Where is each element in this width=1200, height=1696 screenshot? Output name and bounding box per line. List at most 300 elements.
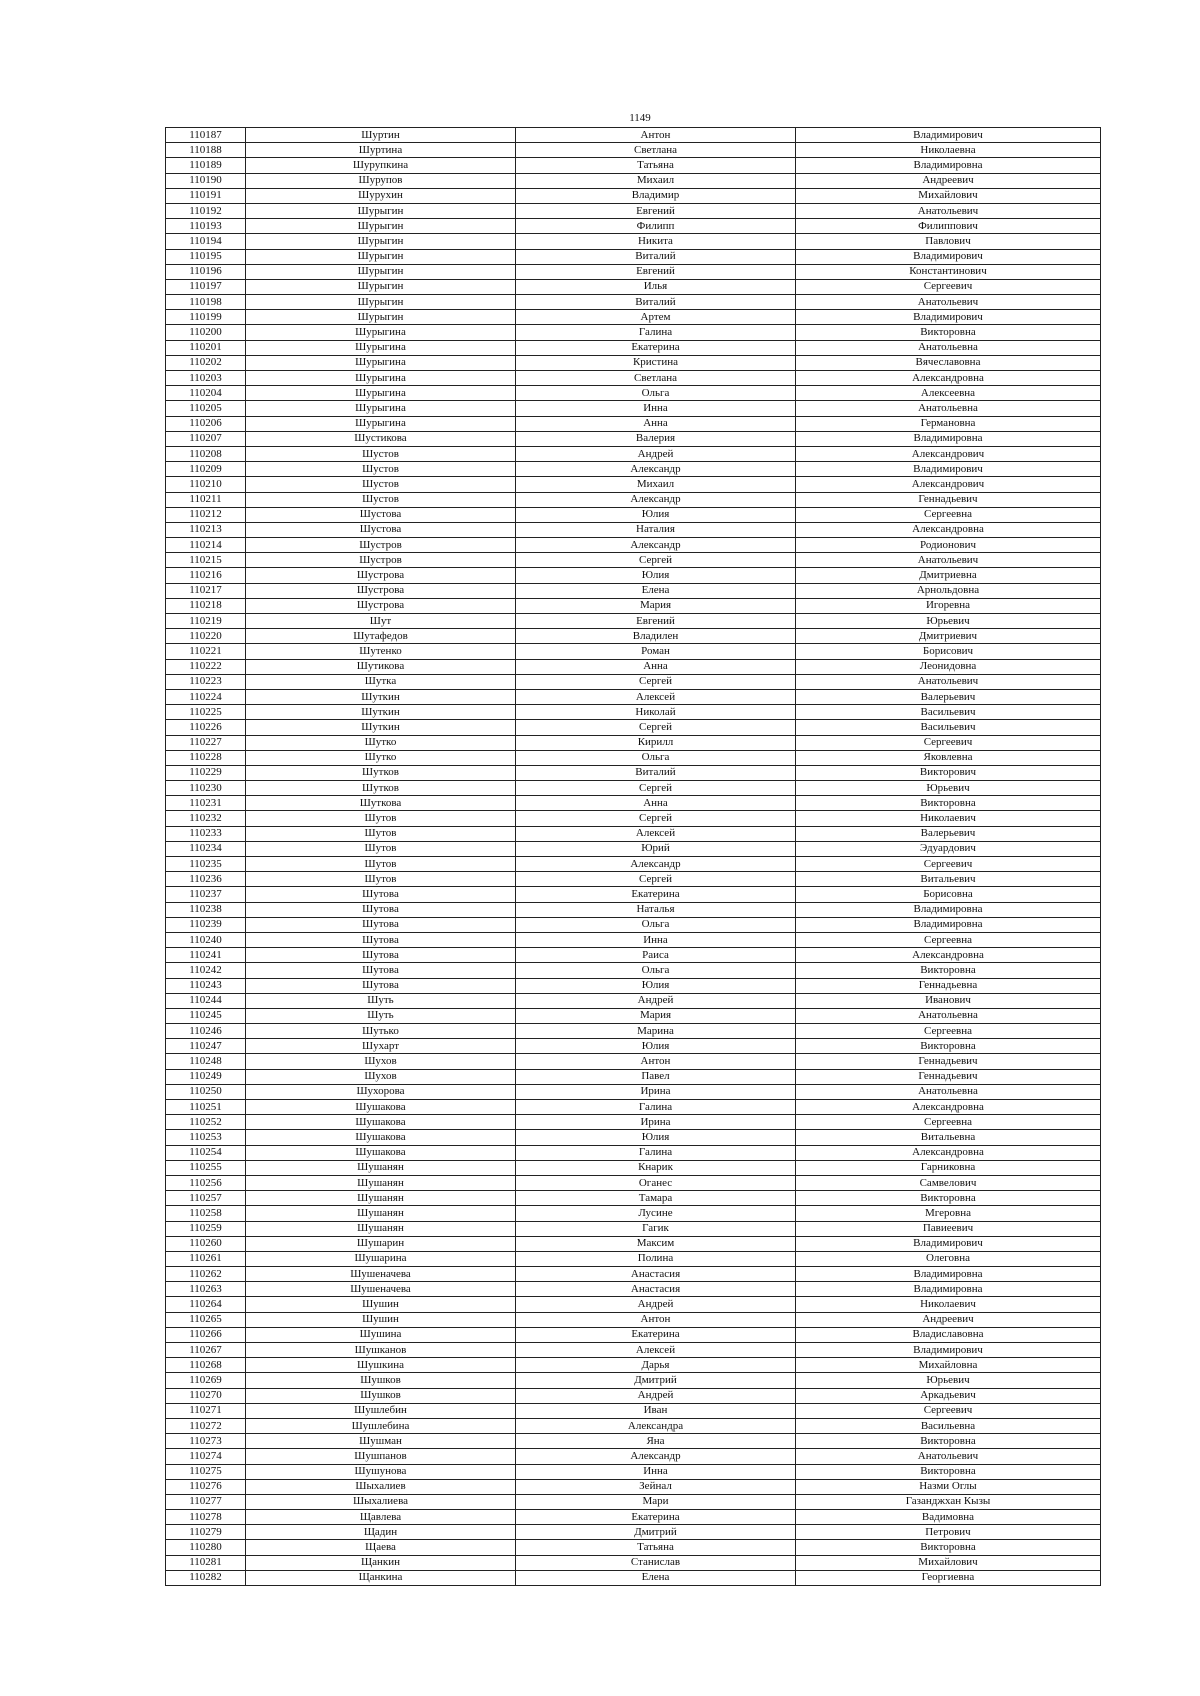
patronymic-cell: Витальевна — [796, 1130, 1101, 1145]
table-row — [166, 1069, 1101, 1084]
record-id-cell: 110228 — [166, 750, 246, 765]
record-id-cell: 110209 — [166, 462, 246, 477]
table-row — [166, 325, 1101, 340]
record-id-cell: 110260 — [166, 1236, 246, 1251]
first-name-cell: Ирина — [516, 1084, 796, 1099]
patronymic-cell: Владимирович — [796, 249, 1101, 264]
table-row — [166, 264, 1101, 279]
first-name-cell: Юлия — [516, 1130, 796, 1145]
last-name-cell: Шушков — [246, 1373, 516, 1388]
record-id-cell: 110196 — [166, 264, 246, 279]
first-name-cell: Андрей — [516, 1297, 796, 1312]
table-row — [166, 963, 1101, 978]
table-row — [166, 355, 1101, 370]
first-name-cell: Михаил — [516, 477, 796, 492]
record-id-cell: 110257 — [166, 1191, 246, 1206]
first-name-cell: Полина — [516, 1251, 796, 1266]
table-row — [166, 1312, 1101, 1327]
patronymic-cell: Валерьевич — [796, 826, 1101, 841]
first-name-cell: Светлана — [516, 143, 796, 158]
last-name-cell: Шушина — [246, 1327, 516, 1342]
table-row — [166, 279, 1101, 294]
last-name-cell: Шурыгина — [246, 340, 516, 355]
first-name-cell: Александр — [516, 492, 796, 507]
last-name-cell: Шутова — [246, 978, 516, 993]
table-row — [166, 1373, 1101, 1388]
table-row — [166, 1100, 1101, 1115]
record-id-cell: 110268 — [166, 1358, 246, 1373]
table-row — [166, 948, 1101, 963]
last-name-cell: Щаева — [246, 1540, 516, 1555]
record-id-cell: 110272 — [166, 1418, 246, 1433]
last-name-cell: Шуткин — [246, 720, 516, 735]
table-row — [166, 659, 1101, 674]
table-row — [166, 796, 1101, 811]
patronymic-cell: Германовна — [796, 416, 1101, 431]
last-name-cell: Шустов — [246, 492, 516, 507]
record-id-cell: 110192 — [166, 203, 246, 218]
patronymic-cell: Дмитриевна — [796, 568, 1101, 583]
table-row — [166, 872, 1101, 887]
first-name-cell: Владилен — [516, 629, 796, 644]
first-name-cell: Ирина — [516, 1115, 796, 1130]
record-id-cell: 110232 — [166, 811, 246, 826]
table-row — [166, 841, 1101, 856]
patronymic-cell: Владиславовна — [796, 1327, 1101, 1342]
record-id-cell: 110208 — [166, 446, 246, 461]
table-row — [166, 1160, 1101, 1175]
record-id-cell: 110250 — [166, 1084, 246, 1099]
record-id-cell: 110201 — [166, 340, 246, 355]
patronymic-cell: Геннадьевич — [796, 492, 1101, 507]
first-name-cell: Валерия — [516, 431, 796, 446]
record-id-cell: 110237 — [166, 887, 246, 902]
record-id-cell: 110256 — [166, 1175, 246, 1190]
table-row — [166, 1054, 1101, 1069]
table-row — [166, 705, 1101, 720]
record-id-cell: 110281 — [166, 1555, 246, 1570]
first-name-cell: Анна — [516, 416, 796, 431]
table-row — [166, 507, 1101, 522]
first-name-cell: Сергей — [516, 781, 796, 796]
first-name-cell: Филипп — [516, 219, 796, 234]
patronymic-cell: Викторовна — [796, 1191, 1101, 1206]
patronymic-cell: Викторовна — [796, 1434, 1101, 1449]
last-name-cell: Шушанян — [246, 1175, 516, 1190]
first-name-cell: Иван — [516, 1403, 796, 1418]
first-name-cell: Николай — [516, 705, 796, 720]
last-name-cell: Щадин — [246, 1525, 516, 1540]
record-id-cell: 110206 — [166, 416, 246, 431]
last-name-cell: Шутова — [246, 887, 516, 902]
record-id-cell: 110271 — [166, 1403, 246, 1418]
record-id-cell: 110254 — [166, 1145, 246, 1160]
table-row — [166, 826, 1101, 841]
last-name-cell: Шустов — [246, 446, 516, 461]
record-id-cell: 110264 — [166, 1297, 246, 1312]
last-name-cell: Шурыгин — [246, 234, 516, 249]
last-name-cell: Шустрова — [246, 583, 516, 598]
table-row — [166, 1510, 1101, 1525]
record-id-cell: 110231 — [166, 796, 246, 811]
record-id-cell: 110240 — [166, 932, 246, 947]
table-row — [166, 340, 1101, 355]
patronymic-cell: Сергеевна — [796, 1115, 1101, 1130]
record-id-cell: 110226 — [166, 720, 246, 735]
last-name-cell: Шухов — [246, 1054, 516, 1069]
table-row — [166, 1418, 1101, 1433]
patronymic-cell: Сергеевна — [796, 1024, 1101, 1039]
patronymic-cell: Сергеевич — [796, 1403, 1101, 1418]
first-name-cell: Виталий — [516, 249, 796, 264]
patronymic-cell: Александровна — [796, 371, 1101, 386]
patronymic-cell: Олеговна — [796, 1251, 1101, 1266]
record-id-cell: 110242 — [166, 963, 246, 978]
last-name-cell: Шустикова — [246, 431, 516, 446]
record-id-cell: 110191 — [166, 188, 246, 203]
last-name-cell: Шушкина — [246, 1358, 516, 1373]
last-name-cell: Шурыгин — [246, 295, 516, 310]
patronymic-cell: Вадимовна — [796, 1510, 1101, 1525]
table-row — [166, 932, 1101, 947]
first-name-cell: Татьяна — [516, 1540, 796, 1555]
patronymic-cell: Игоревна — [796, 598, 1101, 613]
record-id-cell: 110194 — [166, 234, 246, 249]
patronymic-cell: Павлович — [796, 234, 1101, 249]
patronymic-cell: Михайлович — [796, 188, 1101, 203]
patronymic-cell: Гарниковна — [796, 1160, 1101, 1175]
page-number: 1149 — [629, 112, 651, 124]
first-name-cell: Роман — [516, 644, 796, 659]
table-row — [166, 462, 1101, 477]
last-name-cell: Шустов — [246, 462, 516, 477]
patronymic-cell: Геннадьевич — [796, 1054, 1101, 1069]
record-id-cell: 110197 — [166, 279, 246, 294]
first-name-cell: Дмитрий — [516, 1525, 796, 1540]
first-name-cell: Инна — [516, 1464, 796, 1479]
record-id-cell: 110214 — [166, 538, 246, 553]
patronymic-cell: Владимировна — [796, 902, 1101, 917]
record-id-cell: 110195 — [166, 249, 246, 264]
last-name-cell: Шушанян — [246, 1206, 516, 1221]
last-name-cell: Шуть — [246, 1008, 516, 1023]
record-id-cell: 110259 — [166, 1221, 246, 1236]
first-name-cell: Антон — [516, 1054, 796, 1069]
table-row — [166, 1084, 1101, 1099]
first-name-cell: Лусине — [516, 1206, 796, 1221]
table-row — [166, 386, 1101, 401]
patronymic-cell: Борисовна — [796, 887, 1101, 902]
last-name-cell: Шурупов — [246, 173, 516, 188]
record-id-cell: 110238 — [166, 902, 246, 917]
patronymic-cell: Николаевич — [796, 811, 1101, 826]
table-row — [166, 401, 1101, 416]
record-id-cell: 110239 — [166, 917, 246, 932]
record-id-cell: 110275 — [166, 1464, 246, 1479]
record-id-cell: 110253 — [166, 1130, 246, 1145]
table-row — [166, 720, 1101, 735]
patronymic-cell: Александровна — [796, 522, 1101, 537]
first-name-cell: Алексей — [516, 1343, 796, 1358]
table-row — [166, 219, 1101, 234]
table-row — [166, 310, 1101, 325]
record-id-cell: 110279 — [166, 1525, 246, 1540]
patronymic-cell: Павиеевич — [796, 1221, 1101, 1236]
last-name-cell: Шутков — [246, 765, 516, 780]
last-name-cell: Шуткин — [246, 705, 516, 720]
last-name-cell: Шушпанов — [246, 1449, 516, 1464]
last-name-cell: Шушлебина — [246, 1418, 516, 1433]
last-name-cell: Шут — [246, 614, 516, 629]
first-name-cell: Оганес — [516, 1175, 796, 1190]
record-id-cell: 110267 — [166, 1343, 246, 1358]
table-row — [166, 431, 1101, 446]
first-name-cell: Юлия — [516, 1039, 796, 1054]
table-row — [166, 1145, 1101, 1160]
table-row — [166, 1388, 1101, 1403]
last-name-cell: Шурыгина — [246, 401, 516, 416]
table-row — [166, 765, 1101, 780]
first-name-cell: Виталий — [516, 765, 796, 780]
record-id-cell: 110223 — [166, 674, 246, 689]
table-row — [166, 522, 1101, 537]
patronymic-cell: Арнольдовна — [796, 583, 1101, 598]
record-id-cell: 110205 — [166, 401, 246, 416]
table-row — [166, 674, 1101, 689]
patronymic-cell: Владимировна — [796, 431, 1101, 446]
last-name-cell: Шурыгин — [246, 203, 516, 218]
last-name-cell: Шутько — [246, 1024, 516, 1039]
first-name-cell: Андрей — [516, 446, 796, 461]
first-name-cell: Антон — [516, 128, 796, 143]
last-name-cell: Шустова — [246, 522, 516, 537]
record-id-cell: 110246 — [166, 1024, 246, 1039]
table-row — [166, 1343, 1101, 1358]
first-name-cell: Анна — [516, 796, 796, 811]
record-id-cell: 110244 — [166, 993, 246, 1008]
last-name-cell: Шушков — [246, 1388, 516, 1403]
table-row — [166, 446, 1101, 461]
table-row — [166, 1525, 1101, 1540]
first-name-cell: Кирилл — [516, 735, 796, 750]
last-name-cell: Шутикова — [246, 659, 516, 674]
first-name-cell: Станислав — [516, 1555, 796, 1570]
patronymic-cell: Леонидовна — [796, 659, 1101, 674]
patronymic-cell: Борисович — [796, 644, 1101, 659]
patronymic-cell: Анатольевна — [796, 340, 1101, 355]
table-row — [166, 1403, 1101, 1418]
record-id-cell: 110193 — [166, 219, 246, 234]
record-id-cell: 110265 — [166, 1312, 246, 1327]
table-row — [166, 993, 1101, 1008]
record-id-cell: 110220 — [166, 629, 246, 644]
patronymic-cell: Анатольевна — [796, 401, 1101, 416]
record-id-cell: 110236 — [166, 872, 246, 887]
table-row — [166, 1358, 1101, 1373]
patronymic-cell: Анатольевич — [796, 295, 1101, 310]
record-id-cell: 110235 — [166, 857, 246, 872]
first-name-cell: Максим — [516, 1236, 796, 1251]
record-id-cell: 110207 — [166, 431, 246, 446]
first-name-cell: Юлия — [516, 568, 796, 583]
record-id-cell: 110233 — [166, 826, 246, 841]
table-row — [166, 811, 1101, 826]
patronymic-cell: Юрьевич — [796, 1373, 1101, 1388]
last-name-cell: Шустров — [246, 538, 516, 553]
patronymic-cell: Геннадьевич — [796, 1069, 1101, 1084]
patronymic-cell: Вячеславовна — [796, 355, 1101, 370]
last-name-cell: Шушакова — [246, 1115, 516, 1130]
table-row — [166, 1555, 1101, 1570]
table-row — [166, 295, 1101, 310]
first-name-cell: Дмитрий — [516, 1373, 796, 1388]
registry-table — [165, 127, 1101, 1586]
last-name-cell: Шурыгина — [246, 325, 516, 340]
first-name-cell: Галина — [516, 1100, 796, 1115]
first-name-cell: Александр — [516, 538, 796, 553]
record-id-cell: 110245 — [166, 1008, 246, 1023]
last-name-cell: Шурыгин — [246, 219, 516, 234]
table-row — [166, 158, 1101, 173]
patronymic-cell: Родионович — [796, 538, 1101, 553]
first-name-cell: Елена — [516, 583, 796, 598]
table-row — [166, 1191, 1101, 1206]
record-id-cell: 110204 — [166, 386, 246, 401]
table-row — [166, 1115, 1101, 1130]
record-id-cell: 110211 — [166, 492, 246, 507]
first-name-cell: Илья — [516, 279, 796, 294]
table-row — [166, 644, 1101, 659]
first-name-cell: Анастасия — [516, 1282, 796, 1297]
record-id-cell: 110219 — [166, 614, 246, 629]
last-name-cell: Шурупкина — [246, 158, 516, 173]
table-row — [166, 1282, 1101, 1297]
table-row — [166, 781, 1101, 796]
first-name-cell: Павел — [516, 1069, 796, 1084]
last-name-cell: Шушман — [246, 1434, 516, 1449]
last-name-cell: Шустрова — [246, 568, 516, 583]
first-name-cell: Екатерина — [516, 1510, 796, 1525]
last-name-cell: Шурухин — [246, 188, 516, 203]
table-row — [166, 1464, 1101, 1479]
patronymic-cell: Николаевич — [796, 1297, 1101, 1312]
last-name-cell: Шурыгина — [246, 355, 516, 370]
patronymic-cell: Аркадьевич — [796, 1388, 1101, 1403]
last-name-cell: Шухов — [246, 1069, 516, 1084]
last-name-cell: Шутов — [246, 872, 516, 887]
record-id-cell: 110276 — [166, 1479, 246, 1494]
patronymic-cell: Петрович — [796, 1525, 1101, 1540]
patronymic-cell: Александровна — [796, 948, 1101, 963]
last-name-cell: Шутафедов — [246, 629, 516, 644]
record-id-cell: 110188 — [166, 143, 246, 158]
patronymic-cell: Сергеевич — [796, 735, 1101, 750]
last-name-cell: Шуть — [246, 993, 516, 1008]
patronymic-cell: Валерьевич — [796, 689, 1101, 704]
first-name-cell: Мари — [516, 1494, 796, 1509]
patronymic-cell: Алексеевна — [796, 386, 1101, 401]
first-name-cell: Виталий — [516, 295, 796, 310]
record-id-cell: 110199 — [166, 310, 246, 325]
table-row — [166, 917, 1101, 932]
patronymic-cell: Сергеевна — [796, 932, 1101, 947]
last-name-cell: Шутов — [246, 857, 516, 872]
record-id-cell: 110200 — [166, 325, 246, 340]
first-name-cell: Мария — [516, 1008, 796, 1023]
patronymic-cell: Васильевич — [796, 705, 1101, 720]
table-row — [166, 1039, 1101, 1054]
registry-body — [166, 128, 1101, 1586]
first-name-cell: Юрий — [516, 841, 796, 856]
first-name-cell: Сергей — [516, 553, 796, 568]
patronymic-cell: Иванович — [796, 993, 1101, 1008]
table-row — [166, 128, 1101, 143]
table-row — [166, 538, 1101, 553]
patronymic-cell: Мгеровна — [796, 1206, 1101, 1221]
patronymic-cell: Владимирович — [796, 462, 1101, 477]
first-name-cell: Елена — [516, 1570, 796, 1585]
table-row — [166, 1236, 1101, 1251]
patronymic-cell: Юрьевич — [796, 781, 1101, 796]
record-id-cell: 110198 — [166, 295, 246, 310]
patronymic-cell: Александровна — [796, 1100, 1101, 1115]
patronymic-cell: Анатольевна — [796, 1084, 1101, 1099]
last-name-cell: Шушарина — [246, 1251, 516, 1266]
patronymic-cell: Сергеевич — [796, 857, 1101, 872]
last-name-cell: Шушин — [246, 1312, 516, 1327]
table-row — [166, 1434, 1101, 1449]
last-name-cell: Шутова — [246, 948, 516, 963]
patronymic-cell: Филиппович — [796, 219, 1101, 234]
patronymic-cell: Александрович — [796, 477, 1101, 492]
record-id-cell: 110221 — [166, 644, 246, 659]
last-name-cell: Шушеначева — [246, 1267, 516, 1282]
table-row — [166, 416, 1101, 431]
patronymic-cell: Константинович — [796, 264, 1101, 279]
record-id-cell: 110210 — [166, 477, 246, 492]
record-id-cell: 110215 — [166, 553, 246, 568]
table-row — [166, 735, 1101, 750]
first-name-cell: Инна — [516, 401, 796, 416]
table-row — [166, 1221, 1101, 1236]
record-id-cell: 110229 — [166, 765, 246, 780]
patronymic-cell: Владимирович — [796, 128, 1101, 143]
first-name-cell: Евгений — [516, 614, 796, 629]
table-row — [166, 1449, 1101, 1464]
last-name-cell: Шурыгин — [246, 249, 516, 264]
table-row — [166, 1267, 1101, 1282]
first-name-cell: Алексей — [516, 689, 796, 704]
last-name-cell: Шушунова — [246, 1464, 516, 1479]
table-row — [166, 553, 1101, 568]
table-row — [166, 143, 1101, 158]
patronymic-cell: Анатольевич — [796, 674, 1101, 689]
last-name-cell: Шушлебин — [246, 1403, 516, 1418]
table-row — [166, 887, 1101, 902]
record-id-cell: 110213 — [166, 522, 246, 537]
table-row — [166, 1130, 1101, 1145]
table-row — [166, 1251, 1101, 1266]
last-name-cell: Шутов — [246, 811, 516, 826]
last-name-cell: Шухорова — [246, 1084, 516, 1099]
last-name-cell: Шурыгин — [246, 310, 516, 325]
patronymic-cell: Васильевна — [796, 1418, 1101, 1433]
first-name-cell: Раиса — [516, 948, 796, 963]
patronymic-cell: Сергеевич — [796, 279, 1101, 294]
table-row — [166, 1540, 1101, 1555]
table-row — [166, 249, 1101, 264]
table-row — [166, 173, 1101, 188]
